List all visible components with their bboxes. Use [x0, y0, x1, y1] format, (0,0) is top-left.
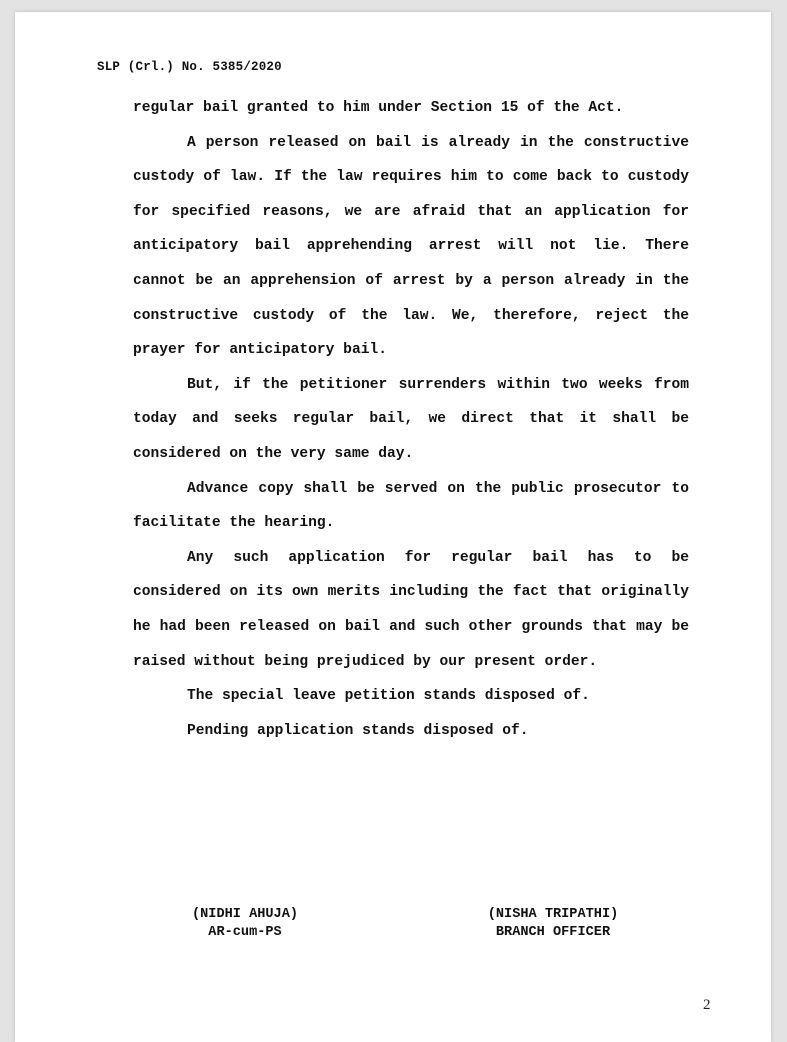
document-page	[15, 12, 771, 1042]
paragraph-advance-copy: Advance copy shall be served on the public prosecutor to facilitate the hearing.	[133, 480, 689, 532]
signatory-title: BRANCH OFFICER	[495, 925, 611, 940]
case-number-header: SLP (Crl.) No. 5385/2020	[97, 60, 282, 74]
signatory-title: AR-cum-PS	[208, 925, 282, 940]
signature-block-left	[165, 906, 325, 942]
order-body	[133, 91, 689, 748]
paragraph-merits: Any such application for regular bail has to be considered on its own merits including the fact that originally he had been released on bail and such other grounds that may be raised without being prejudiced by our present order.	[133, 549, 689, 670]
signature-block-right	[465, 906, 641, 942]
paragraph-disposal: The special leave petition stands disposed of.	[187, 688, 590, 705]
paragraph-pending-application: Pending application stands disposed of.	[187, 722, 529, 739]
signatory-name: (NISHA TRIPATHI)	[487, 907, 619, 922]
paragraph-continuation: regular bail granted to him under Section 15 of the Act.	[133, 100, 624, 116]
paragraph-constructive-custody: A person released on bail is already in the constructive custody of law. If the law requires him to come back to custody for specified reasons, we are afraid that an application for anticipatory bail apprehending arrest will not lie. There cannot be an apprehension of arrest by a person already in the constructive custody of the law. We, therefore, reject the prayer for anticipatory bail.	[133, 134, 689, 359]
paragraph-surrender: But, if the petitioner surrenders within two weeks from today and seeks regular bail, we direct that it shall be considered on the very same day.	[133, 376, 689, 462]
signatory-name: (NIDHI AHUJA)	[191, 907, 299, 922]
page-number: 2	[703, 997, 711, 1013]
